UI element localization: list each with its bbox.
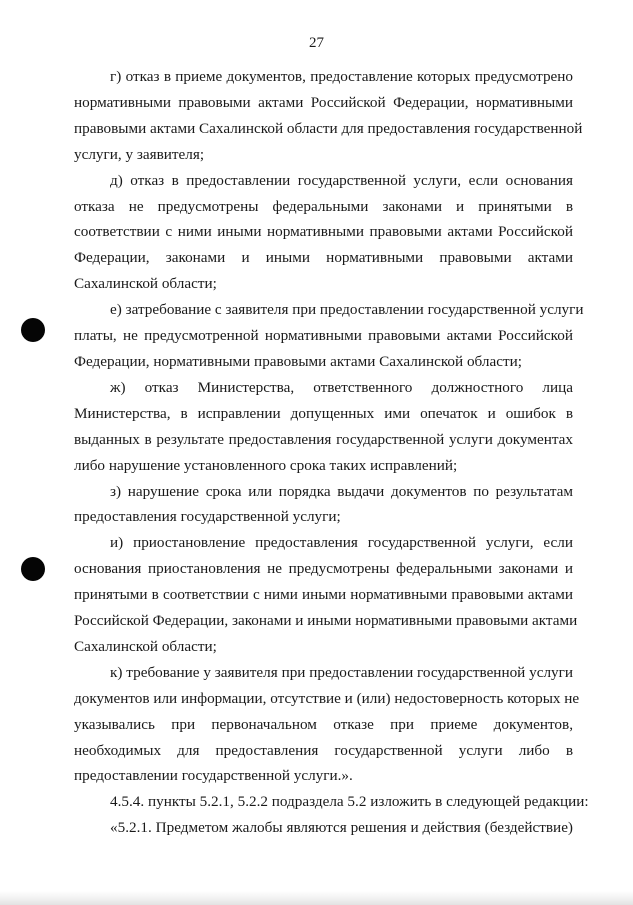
paragraph-d <box>74 168 573 298</box>
paragraph-line: услуги, у заявителя; <box>74 145 205 163</box>
paragraph-line: Российской Федерации, законами и иными нормативными правовыми актами <box>74 612 578 630</box>
page-number: 27 <box>309 35 324 51</box>
paragraph-line: соответствии с ними иными нормативными правовыми актами Российской <box>74 223 573 241</box>
paragraph-line: Сахалинской области; <box>74 275 217 293</box>
paragraph-line: предоставления государственной услуги; <box>74 508 341 526</box>
paragraph-e <box>74 297 584 375</box>
paragraph-line: д) отказ в предоставлении государственной услуги, если основания <box>110 171 573 189</box>
paragraph-zh <box>74 375 573 479</box>
paragraph-line: указывались при первоначальном отказе при приеме документов, <box>74 715 573 733</box>
paragraph-line: предоставлении государственной услуги.». <box>74 767 353 785</box>
paragraph-k <box>74 660 580 790</box>
scan-bottom-edge <box>0 891 633 905</box>
paragraph-line: и) приостановление предоставления государственной услуги, если <box>110 534 573 552</box>
paragraph-5-2-1 <box>74 815 573 841</box>
paragraph-line: Федерации, нормативными правовыми актами Сахалинской области; <box>74 352 522 370</box>
paragraph-line: основания приостановления не предусмотрены федеральными законами и <box>74 560 573 578</box>
paragraph-line: Федерации, законами и иными нормативными правовыми актами <box>74 249 573 267</box>
paragraph-line: отказа не предусмотрены федеральными законами и принятыми в <box>74 197 573 215</box>
paragraph-line: платы, не предусмотренной нормативными правовыми актами Российской <box>74 327 573 345</box>
paragraph-line: либо нарушение установленного срока таких исправлений; <box>74 456 458 474</box>
paragraph-line: ж) отказ Министерства, ответственного должностного лица <box>110 378 573 396</box>
paragraph-line: правовыми актами Сахалинской области для предоставления государственной <box>74 119 583 137</box>
paragraph-line: принятыми в соответствии с ними иными нормативными правовыми актами <box>74 586 573 604</box>
paragraph-g <box>74 64 583 168</box>
paragraph-line: выданных в результате предоставления государственной услуги документах <box>74 430 573 448</box>
paragraph-line: документов или информации, отсутствие и (или) недостоверность которых не <box>74 689 580 707</box>
paragraph-line: к) требование у заявителя при предоставлении государственной услуги <box>110 663 573 681</box>
paragraph-line: нормативными правовыми актами Российской Федерации, нормативными <box>74 93 573 111</box>
paragraph-line: г) отказ в приеме документов, предоставление которых предусмотрено <box>110 68 573 85</box>
paragraph-z <box>74 479 573 531</box>
punch-hole-top <box>21 318 45 342</box>
document-body <box>74 64 589 841</box>
paragraph-line: е) затребование с заявителя при предоставлении государственной услуги <box>110 301 584 319</box>
paragraph-i <box>74 530 578 660</box>
paragraph-line: Министерства, в исправлении допущенных ими опечаток и ошибок в <box>74 404 573 422</box>
paragraph-4-5-4 <box>74 789 589 815</box>
paragraph-line: необходимых для предоставления государственной услуги либо в <box>74 741 573 759</box>
paragraph-line: з) нарушение срока или порядка выдачи документов по результатам <box>110 482 573 500</box>
paragraph-line: 4.5.4. пункты 5.2.1, 5.2.2 подраздела 5.2 изложить в следующей редакции: <box>110 793 589 811</box>
punch-hole-bottom <box>21 557 45 581</box>
paragraph-line: Сахалинской области; <box>74 637 217 655</box>
paragraph-line: «5.2.1. Предметом жалобы являются решения и действия (бездействие) <box>110 819 573 837</box>
